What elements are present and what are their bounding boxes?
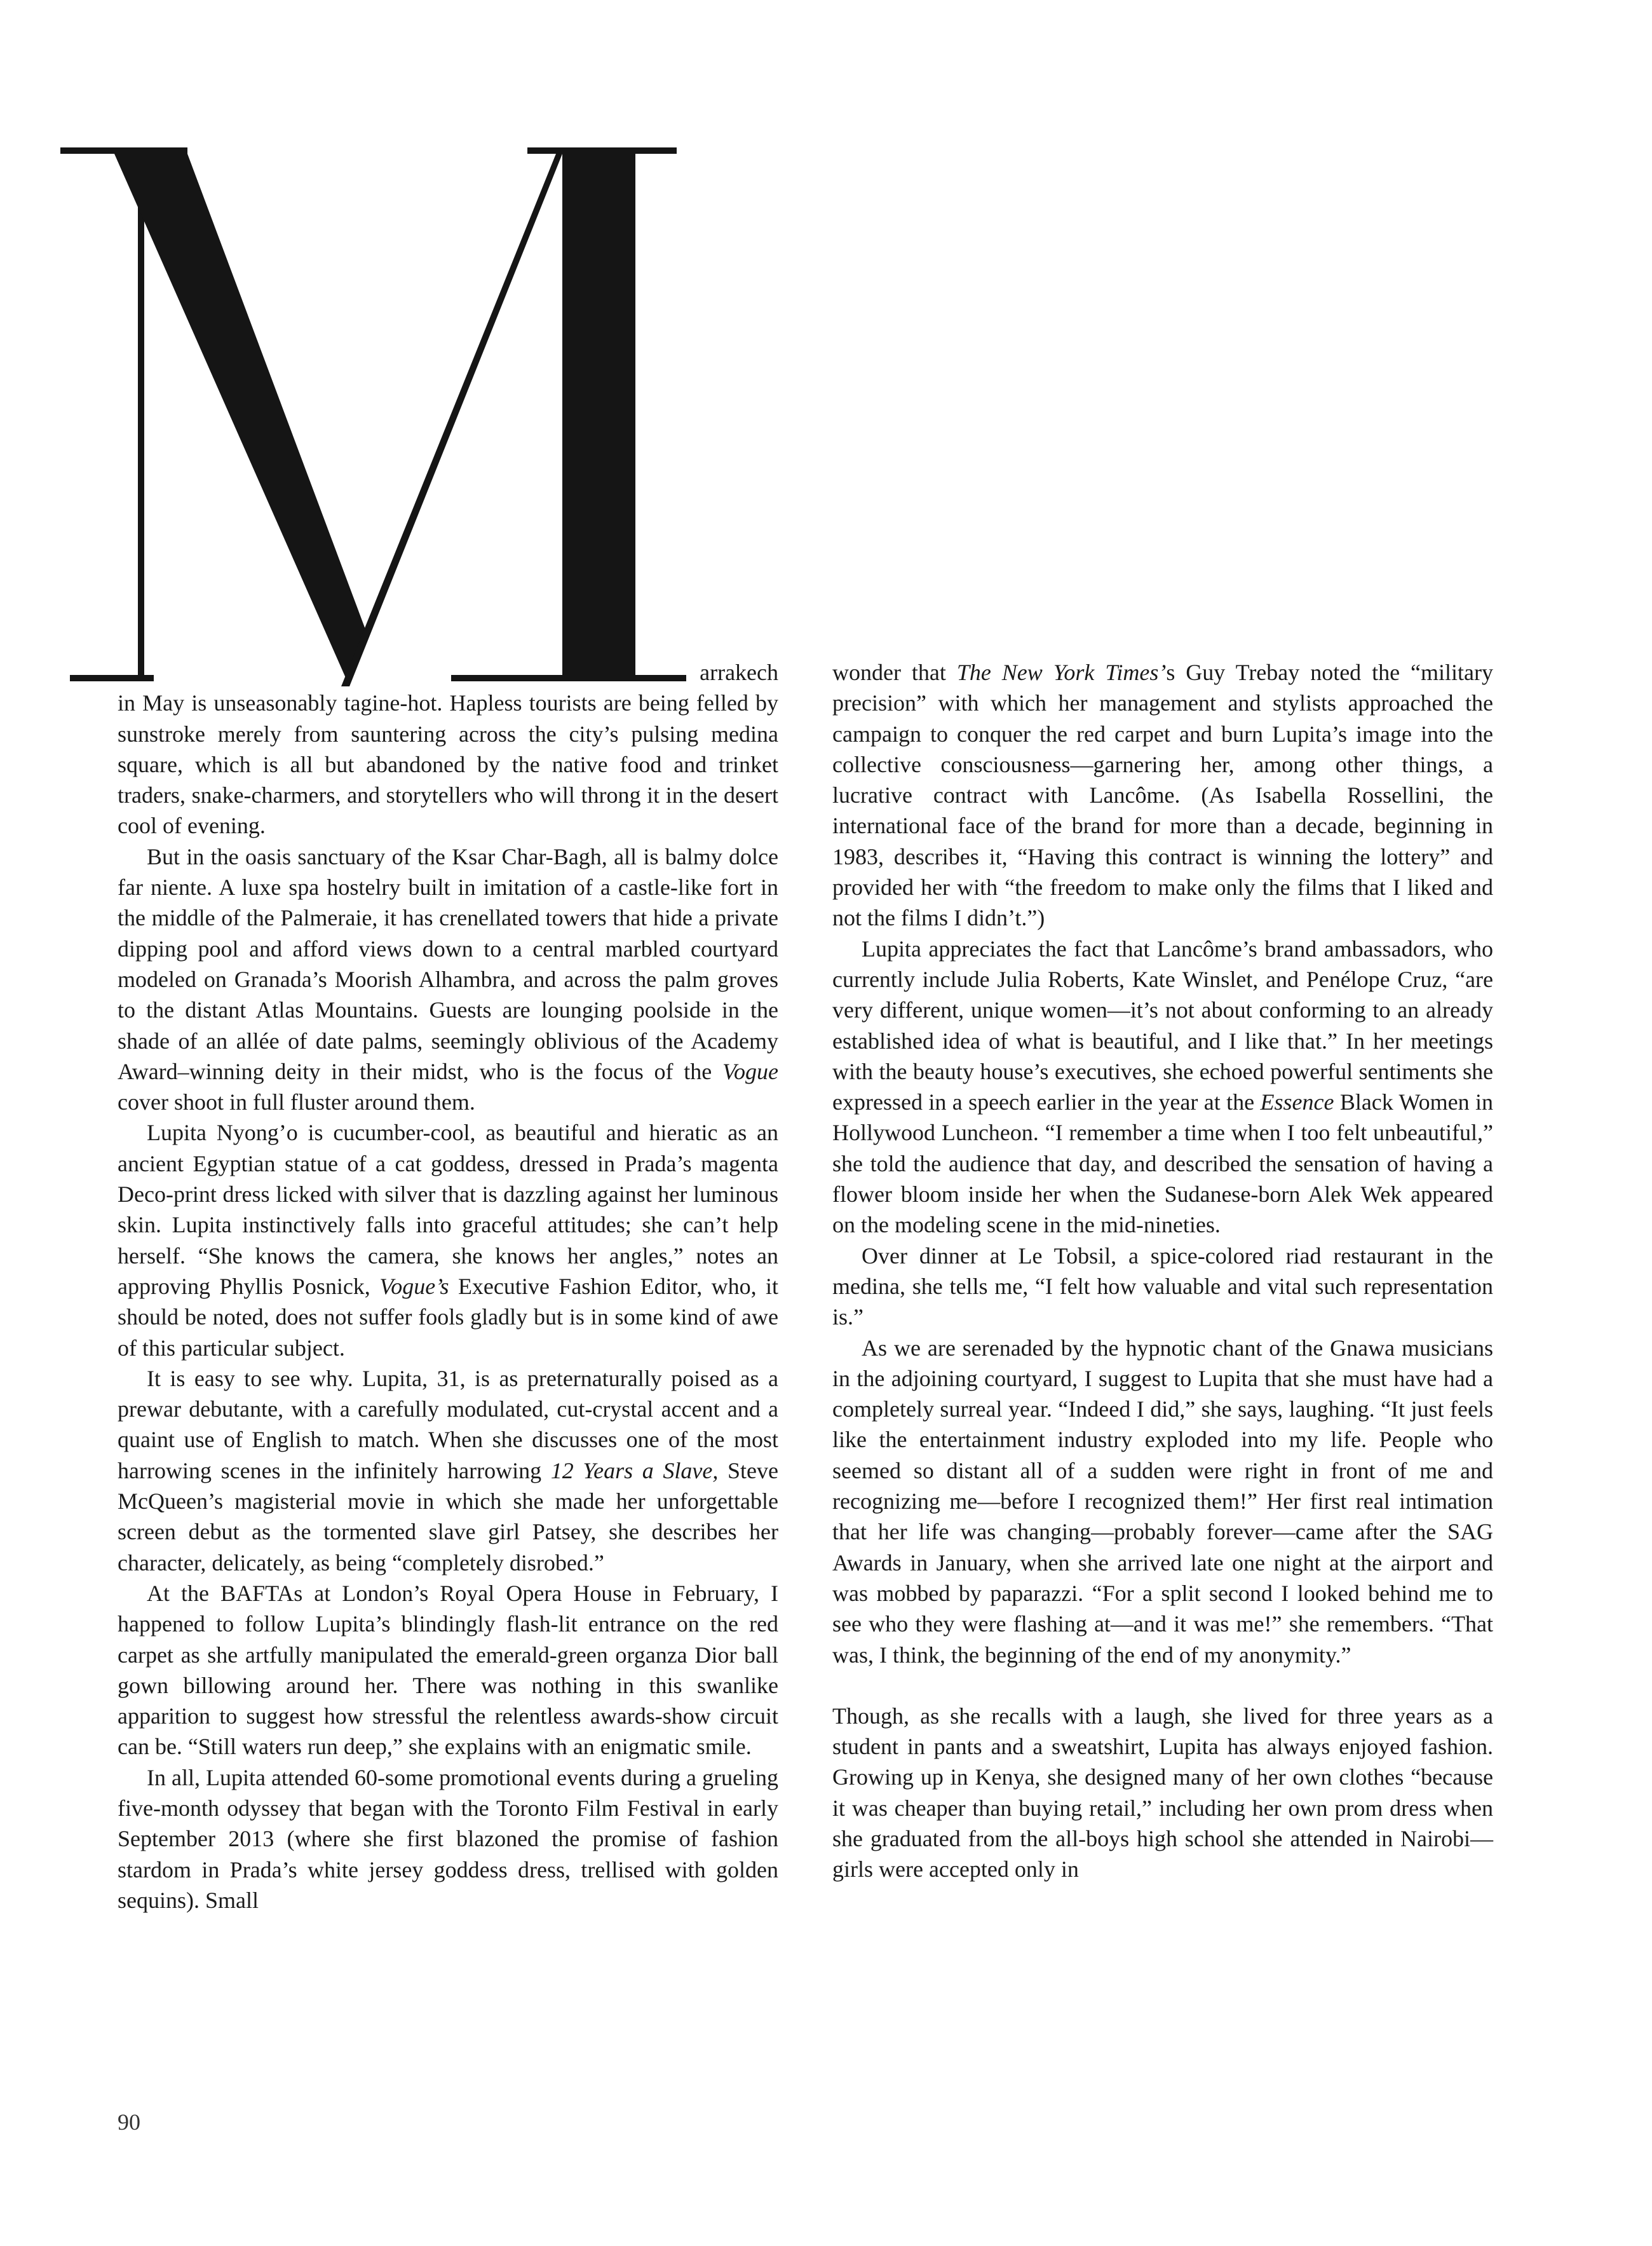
italic-text: Essence xyxy=(1260,1089,1334,1115)
text-run: Black Women in Hollywood Luncheon. “I remember a time when I too felt unbeautiful,” she told the audience that day, and described the sensation of having a flower bloom inside her when the Sudanese-born Alek Wek appeared on the modeling scene in the mid-nineties. xyxy=(832,1089,1493,1238)
body-paragraph xyxy=(832,1333,1493,1670)
body-paragraph xyxy=(118,1762,778,1916)
text-run: It is easy to see why. Lupita, 31, is as preternaturally poised as a prewar debutante, with a carefully modulated, cut-crystal accent and a quaint use of English to match. When she discusses one of the most harrowing scenes in the infinitely harrowing xyxy=(118,1365,778,1483)
text-run: Executive Fashion Editor, who, it should be noted, does not suffer fools gladly but is in some kind of awe of this particular subject. xyxy=(118,1273,778,1361)
text-run: in May is unseasonably tagine-hot. Hapless tourists are being felled by sunstroke merely from sauntering across the city’s pulsing medina square, which is all but abandoned by the native food and trinket traders, snake-charmers, and storytellers who will throng it in the desert cool of evening. xyxy=(118,690,778,839)
page-number: 90 xyxy=(118,2109,140,2135)
text-run: But in the oasis sanctuary of the Ksar Char-Bagh, all is balmy dolce far niente. A luxe spa hostelry built in imitation of a castle-like fort in the middle of the Palmeraie, it has crenellated towers that hide a private dipping pool and afford views down to a central marbled courtyard modeled on Granada’s Moorish Alhambra, and across the palm groves to the distant Atlas Mountains. Guests are lounging poolside in the shade of an allée of date palms, seemingly oblivious of the Academy Award–winning deity in their midst, who is the focus of the xyxy=(118,843,778,1084)
body-paragraph xyxy=(118,1117,778,1363)
text-run: As we are serenaded by the hypnotic chant of the Gnawa musicians in the adjoining courtyard, I suggest to Lupita that she must have had a completely surreal year. “Indeed I did,” she says, laughing. “It just feels like the entertainment industry exploded into my life. People who seemed so distant all of a sudden were right in front of me and recognizing me—before I recognized them!” Her first real intimation that her life was changing—probably forever—came after the SAG Awards in January, when she arrived late one night at the airport and was mobbed by paparazzi. “For a split second I looked behind me to see who they were flashing at—and it was me!” she remembers. “That was, I think, the beginning of the end of my anonymity.” xyxy=(832,1335,1493,1668)
text-run: s Guy Trebay noted the “military precision” with which her management and stylists approached the campaign to conquer the red carpet and burn Lupita’s image into the collective consciousness—garnering her, among other things, a lucrative contract with Lancôme. (As Isabella Rossellini, the international face of the brand for more than a decade, beginning in 1983, describes it, “Having this contract is winning the lottery” and provided her with “the freedom to make only the films that I liked and not the films I didn’t.”) xyxy=(832,660,1493,931)
italic-text: Vogue’s xyxy=(379,1273,449,1299)
dropcap-letter-m xyxy=(51,133,686,705)
body-paragraph xyxy=(118,688,778,841)
text-run: wonder that xyxy=(832,660,957,685)
body-paragraph xyxy=(832,1701,1493,1885)
text-run: Though, as she recalls with a laugh, she lived for three years as a student in pants and a sweatshirt, Lupita has always enjoyed fashion. Growing up in Kenya, she designed many of her own clothes “because it was cheaper than buying retail,” including her own prom dress when she graduated from the all-boys high school she attended in Nairobi—girls were accepted only in xyxy=(832,1703,1493,1882)
text-run: Lupita Nyong’o is cucumber-cool, as beautiful and hieratic as an ancient Egyptian statue of a cat goddess, dressed in Prada’s magenta Deco-print dress licked with silver that is dazzling against her luminous skin. Lupita instinctively falls into graceful attitudes; she can’t help herself. “She knows the camera, she knows her angles,” notes an approving Phyllis Posnick, xyxy=(118,1120,778,1299)
left-text-column xyxy=(118,657,778,1916)
left-paragraphs xyxy=(118,688,778,1916)
italic-text: The New York Times’ xyxy=(956,660,1167,685)
text-run: Lupita appreciates the fact that Lancôme’s brand ambassadors, who currently include Julia Roberts, Kate Winslet, and Penélope Cruz, “are very different, unique women—it’s not about conforming to an already established idea of what is beautiful, and I like that.” In her meetings with the beauty house’s executives, she echoed powerful sentiments she expressed in a speech earlier in the year at the xyxy=(832,936,1493,1115)
text-run: Over dinner at Le Tobsil, a spice-colored riad restaurant in the medina, she tells me, “I felt how valuable and vital such representation is.” xyxy=(832,1242,1493,1330)
dropcap-continuation: arrakech xyxy=(700,660,778,685)
body-paragraph xyxy=(832,657,1493,934)
text-run: In all, Lupita attended 60-some promotional events during a grueling five-month odyssey that began with the Toronto Film Festival in early September 2013 (where she first blazoned the promise of fashion stardom in Prada’s white jersey goddess dress, trellised with golden sequins). Small xyxy=(118,1764,778,1913)
italic-text: Vogue xyxy=(722,1058,778,1084)
opening-line xyxy=(118,657,778,688)
text-run: Steve McQueen’s magisterial movie in which she made her unforgettable screen debut as the tormented slave girl Patsey, she describes her character, delicately, as being “completely disrobed.” xyxy=(118,1457,778,1576)
italic-text: 12 Years a Slave, xyxy=(550,1457,719,1483)
body-paragraph xyxy=(118,841,778,1118)
body-paragraph xyxy=(118,1363,778,1578)
right-paragraphs xyxy=(832,657,1493,1885)
body-paragraph xyxy=(832,934,1493,1241)
body-paragraph xyxy=(832,1241,1493,1333)
text-run: cover shoot in full fluster around them. xyxy=(118,1089,475,1115)
text-run: At the BAFTAs at London’s Royal Opera House in February, I happened to follow Lupita’s blindingly flash-lit entrance on the red carpet as she artfully manipulated the emerald-green organza Dior ball gown billowing around her. There was nothing in this swanlike apparition to suggest how stressful the relentless awards-show circuit can be. “Still waters run deep,” she explains with an enigmatic smile. xyxy=(118,1580,778,1760)
body-paragraph xyxy=(118,1578,778,1762)
right-text-column xyxy=(832,657,1493,1885)
